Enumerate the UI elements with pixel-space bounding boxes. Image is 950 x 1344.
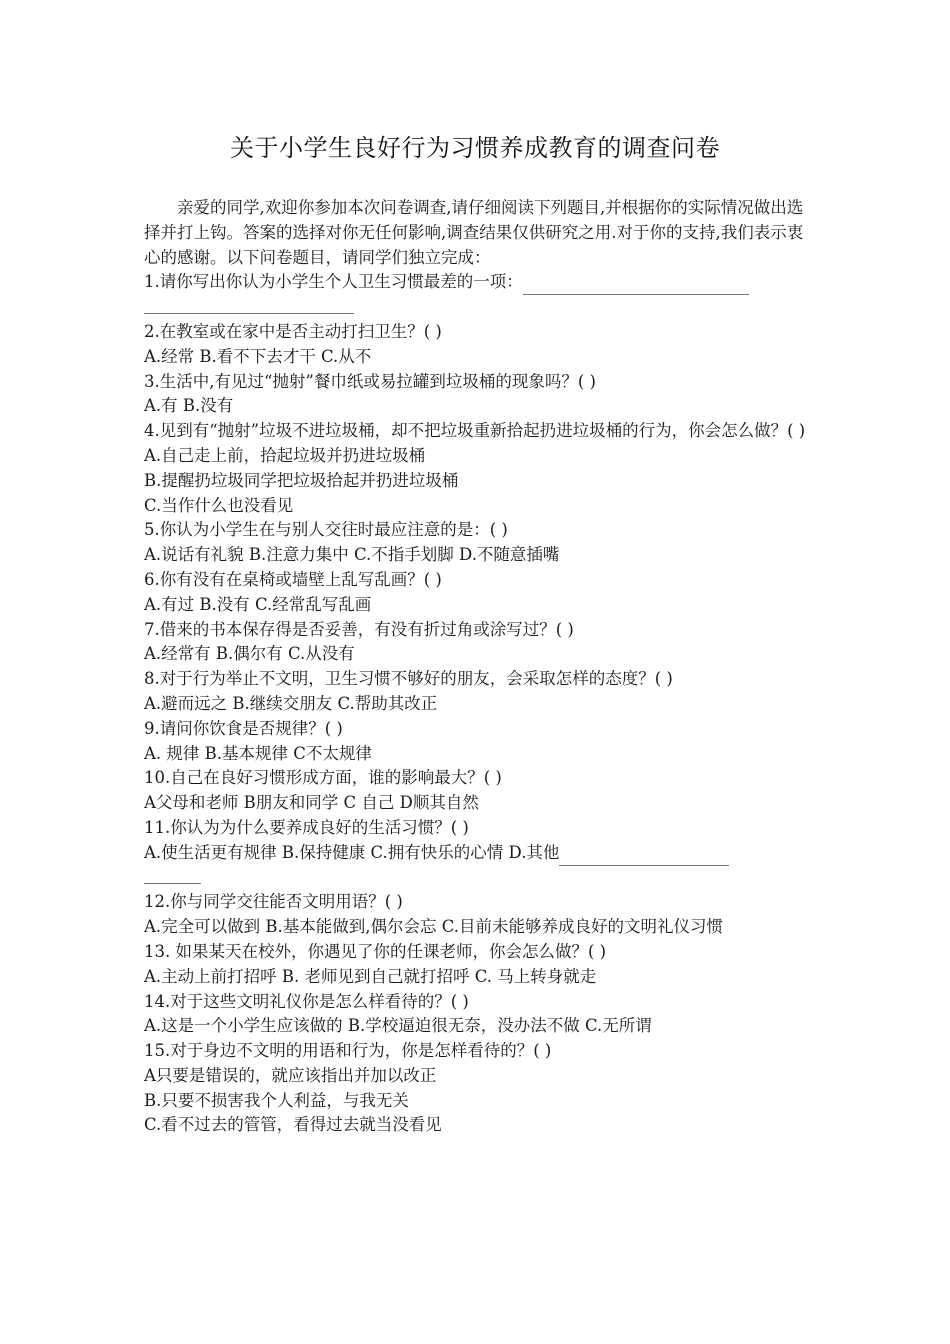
question-3: 3.生活中,有见过“抛射”餐巾纸或易拉罐到垃圾桶的现象吗？( ) xyxy=(144,371,596,391)
options-10: A父母和老师 B朋友和同学 C 自己 D顺其自然 xyxy=(144,793,479,813)
options-8: A.避而远之 B.继续交朋友 C.帮助其改正 xyxy=(144,693,438,713)
question-7: 7.借来的书本保存得是否妥善，有没有折过角或涂写过？( ) xyxy=(144,619,574,639)
option-15a: A只要是错误的，就应该指出并加以改正 xyxy=(144,1065,437,1085)
options-9: A. 规律 B.基本规律 C不太规律 xyxy=(144,743,372,763)
answer-blank-11[interactable] xyxy=(559,847,729,866)
question-11: 11.你认为为什么要养成良好的生活习惯？( ) xyxy=(144,817,469,837)
question-5: 5.你认为小学生在与别人交往时最应注意的是：( ) xyxy=(144,520,508,540)
answer-blank-1[interactable] xyxy=(523,276,749,295)
options-11-text: A.使生活更有规律 B.保持健康 C.拥有快乐的心情 D.其他 xyxy=(144,842,560,862)
question-1 xyxy=(144,270,808,295)
question-14: 14.对于这些文明礼仪你是怎么样看待的？( ) xyxy=(144,991,469,1011)
options-12: A.完全可以做到 B.基本能做到,偶尔会忘 C.目前未能够养成良好的文明礼仪习惯 xyxy=(144,917,724,937)
question-13: 13. 如果某天在校外，你遇见了你的任课老师，你会怎么做？( ) xyxy=(144,941,607,961)
question-6: 6.你有没有在桌椅或墙壁上乱写乱画？( ) xyxy=(144,569,442,589)
question-9: 9.请问你饮食是否规律？( ) xyxy=(144,718,343,738)
options-6: A.有过 B.没有 C.经常乱写乱画 xyxy=(144,594,372,614)
options-5: A.说话有礼貌 B.注意力集中 C.不指手划脚 D.不随意插嘴 xyxy=(144,545,560,565)
options-7: A.经常有 B.偶尔有 C.从没有 xyxy=(144,644,355,664)
option-4c: C.当作什么也没看见 xyxy=(144,495,294,515)
answer-blank-1-cont[interactable] xyxy=(144,295,808,320)
answer-blank-11-cont[interactable] xyxy=(144,866,808,891)
survey-content xyxy=(144,196,808,1138)
question-8: 8.对于行为举止不文明，卫生习惯不够好的朋友，会采取怎样的态度？( ) xyxy=(144,669,673,689)
options-13: A.主动上前打招呼 B. 老师见到自己就打招呼 C. 马上转身就走 xyxy=(144,966,597,986)
question-12: 12.你与同学交往能否文明用语？( ) xyxy=(144,892,403,912)
options-2: A.经常 B.看不下去才干 C.从不 xyxy=(144,346,372,366)
question-10: 10.自己在良好习惯形成方面，谁的影响最大？( ) xyxy=(144,768,502,788)
answer-blank-1-underline xyxy=(144,313,354,314)
question-4: 4.见到有“抛射”垃圾不进垃圾桶，却不把垃圾重新拾起扔进垃圾桶的行为，你会怎么做？( ) xyxy=(144,421,806,441)
page-title: 关于小学生良好行为习惯养成教育的调查问卷 xyxy=(230,134,720,162)
options-3: A.有 B.没有 xyxy=(144,396,234,416)
question-2: 2.在教室或在家中是否主动打扫卫生？( ) xyxy=(144,321,442,341)
option-4a: A.自己走上前，拾起垃圾并扔进垃圾桶 xyxy=(144,445,426,465)
options-14: A.这是一个小学生应该做的 B.学校逼迫很无奈，没办法不做 C.无所谓 xyxy=(144,1016,652,1036)
option-15b: B.只要不损害我个人利益，与我无关 xyxy=(144,1090,409,1110)
question-1-text: 1.请你写出你认为小学生个人卫生习惯最差的一项： xyxy=(144,272,523,292)
question-15: 15.对于身边不文明的用语和行为，你是怎样看待的？( ) xyxy=(144,1041,552,1061)
answer-blank-11-underline xyxy=(144,883,201,884)
intro-paragraph: 亲爱的同学,欢迎你参加本次问卷调查,请仔细阅读下列题目,并根据你的实际情况做出选择并打上钩。答案的选择对你无任何影响,调查结果仅供研究之用.对于你的支持,我们表示衷心的感谢。以下问卷题目，请同学们独立完成： xyxy=(144,198,804,267)
option-15c: C.看不过去的管管，看得过去就当没看见 xyxy=(144,1115,442,1135)
option-4b: B.提醒扔垃圾同学把垃圾拾起并扔进垃圾桶 xyxy=(144,470,459,490)
options-11 xyxy=(144,841,808,866)
